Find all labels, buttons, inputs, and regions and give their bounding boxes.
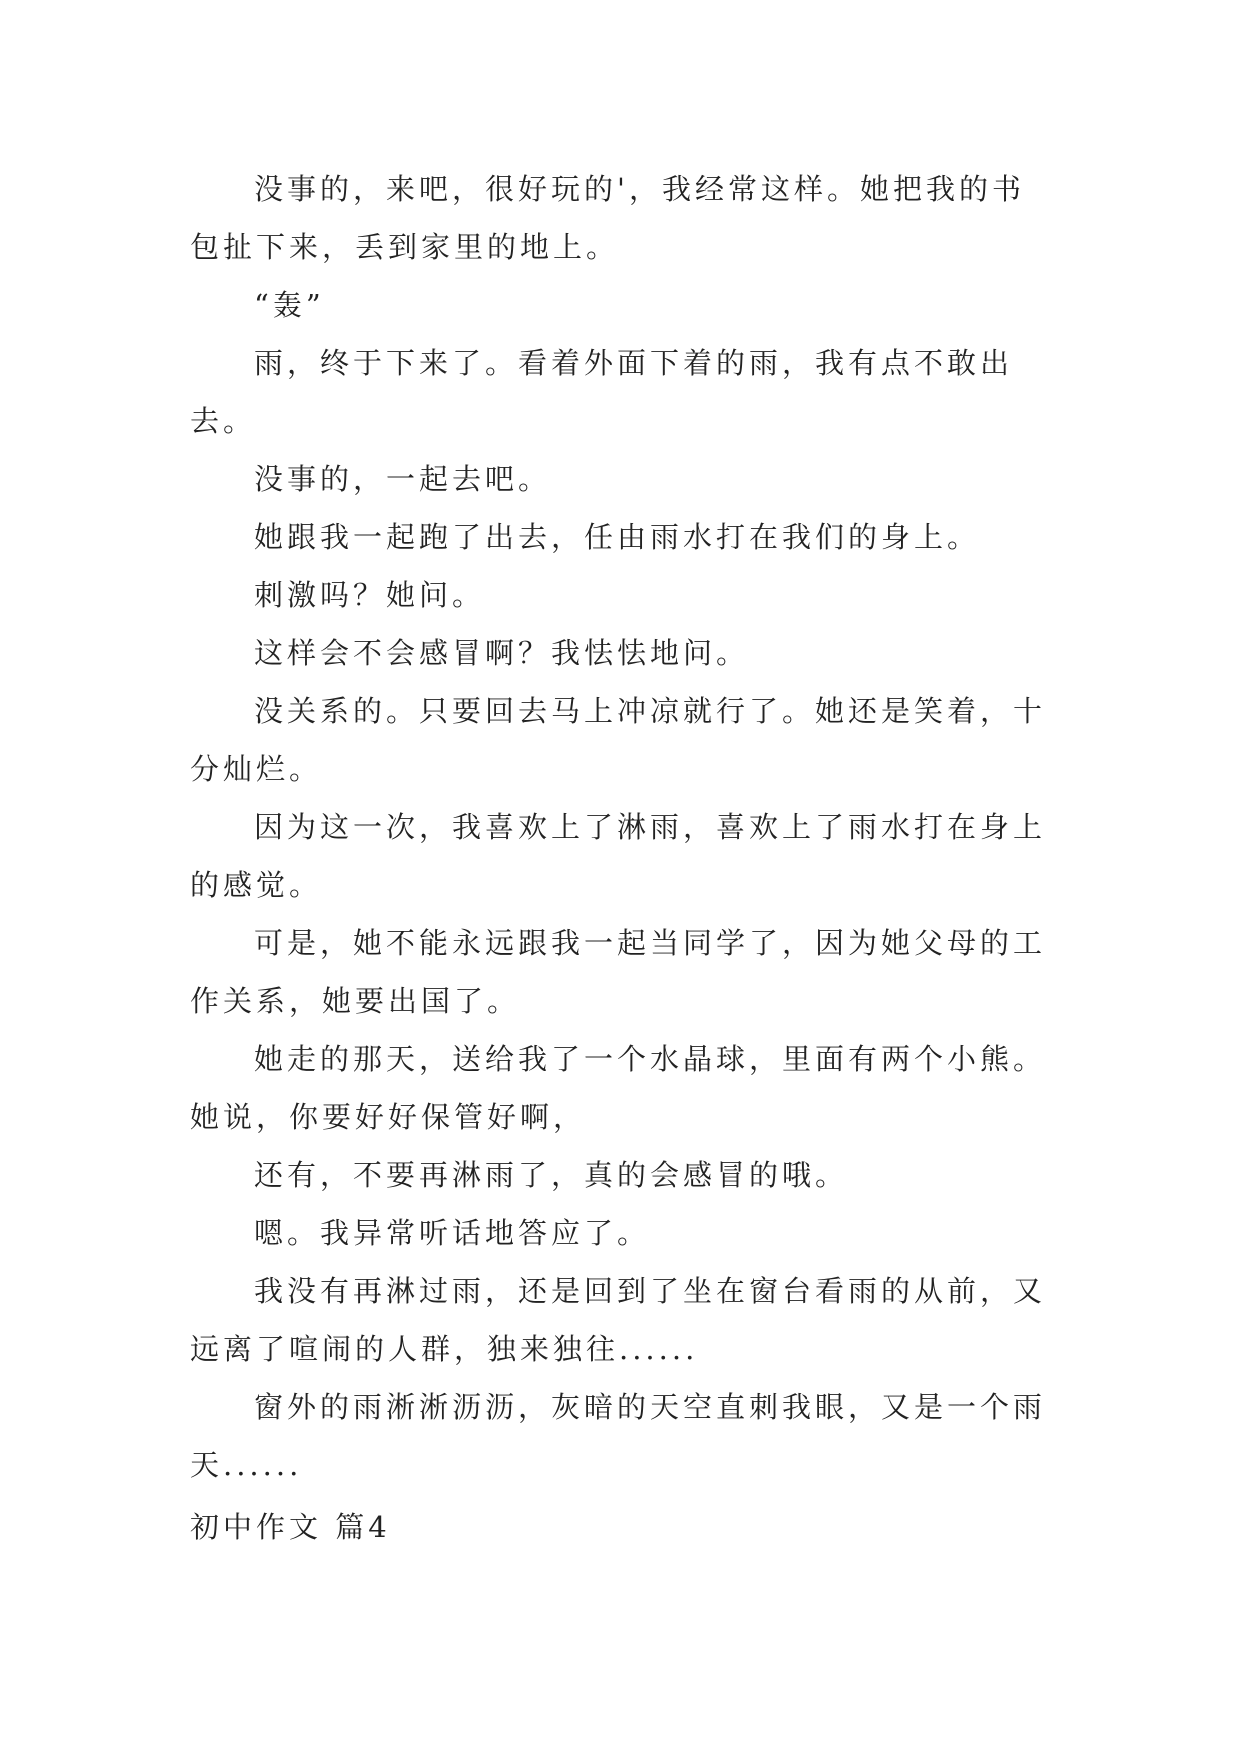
paragraph: 嗯。我异常听话地答应了。 [254,1216,651,1250]
section-heading: 初中作文 篇4 [190,1510,391,1544]
paragraph: 因为这一次，我喜欢上了淋雨，喜欢上了雨水打在身上的感觉。 [190,810,1047,902]
paragraph: 没事的，一起去吧。 [254,462,552,496]
paragraph: 可是，她不能永远跟我一起当同学了，因为她父母的工作关系，她要出国了。 [190,926,1047,1018]
essay-body [190,160,1050,1494]
paragraph: 她跟我一起跑了出去，任由雨水打在我们的身上。 [254,520,981,554]
paragraph: 窗外的雨淅淅沥沥，灰暗的天空直刺我眼，又是一个雨天...... [190,1390,1047,1482]
paragraph: 刺激吗？她问。 [254,578,486,612]
paragraph: 没事的，来吧，很好玩的'，我经常这样。她把我的书包扯下来，丢到家里的地上。 [190,172,1025,264]
paragraph: 没关系的。只要回去马上冲凉就行了。她还是笑着，十分灿烂。 [190,694,1047,786]
paragraph: 这样会不会感冒啊？我怯怯地问。 [254,636,750,670]
paragraph: 雨，终于下来了。看着外面下着的雨，我有点不敢出去。 [190,346,1014,438]
paragraph: 我没有再淋过雨，还是回到了坐在窗台看雨的从前，又远离了喧闹的人群，独来独往...... [190,1274,1047,1366]
paragraph: 她走的那天，送给我了一个水晶球，里面有两个小熊。她说，你要好好保管好啊， [190,1042,1047,1134]
paragraph: “轰” [254,288,325,322]
paragraph: 还有，不要再淋雨了，真的会感冒的哦。 [254,1158,849,1192]
